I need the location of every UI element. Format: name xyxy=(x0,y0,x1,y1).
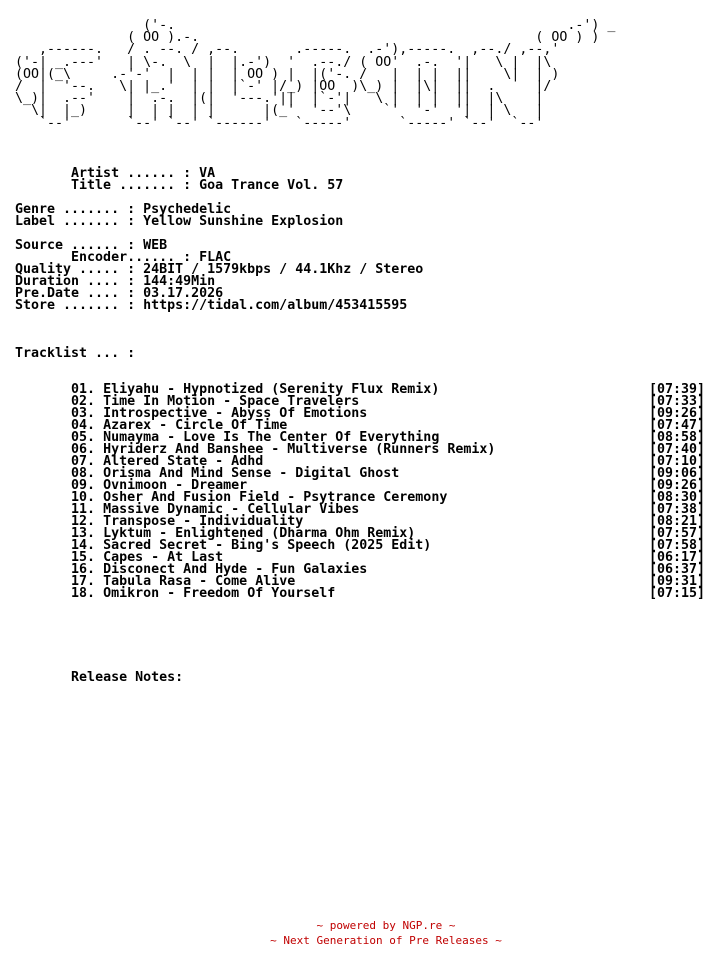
track-title: Introspective - Abyss Of Emotions xyxy=(103,406,368,421)
predate-label: Pre.Date .... : xyxy=(15,286,144,301)
title-label: Title ....... : xyxy=(15,178,200,193)
predate-value: 03.17.2026 xyxy=(143,286,224,301)
track-title: Transpose - Individuality xyxy=(103,514,304,529)
label-row xyxy=(15,216,423,228)
track-title: Numayma - Love Is The Center Of Everything xyxy=(103,430,440,445)
encoder-value: FLAC xyxy=(199,250,232,265)
track-number: 09. xyxy=(71,478,96,493)
track-number: 13. xyxy=(71,526,96,541)
track-duration: [07:10] xyxy=(648,454,705,469)
track-number: 12. xyxy=(71,514,96,529)
tracklist-heading: Tracklist ... : xyxy=(15,346,136,361)
track-number: 10. xyxy=(71,490,96,505)
track-number: 18. xyxy=(71,586,96,601)
track-duration: [08:30] xyxy=(648,490,705,505)
duration-value: 144:49Min xyxy=(143,274,216,289)
label-label: Label ....... : xyxy=(15,214,144,229)
track-duration: [09:06] xyxy=(648,466,705,481)
track-duration: [07:38] xyxy=(648,502,705,517)
track-number: 05. xyxy=(71,430,96,445)
track-title: Massive Dynamic - Cellular Vibes xyxy=(103,502,360,517)
track-number: 07. xyxy=(71,454,96,469)
track-title: Azarex - Circle Of Time xyxy=(103,418,288,433)
store-link[interactable]: https://tidal.com/album/453415595 xyxy=(143,298,408,313)
track-number: 03. xyxy=(71,406,96,421)
track-duration: [06:17] xyxy=(648,550,705,565)
track-row xyxy=(15,588,705,600)
store-row xyxy=(15,300,423,312)
duration-label: Duration .... : xyxy=(15,274,144,289)
track-duration: [07:40] xyxy=(648,442,705,457)
quality-label: Quality ..... : xyxy=(15,262,144,277)
store-label: Store ....... : xyxy=(15,298,144,313)
track-duration: [07:39] xyxy=(648,382,705,397)
track-number: 02. xyxy=(71,394,96,409)
encoder-label: Encoder...... : xyxy=(15,250,200,265)
track-number: 11. xyxy=(71,502,96,517)
quality-value: 24BIT / 1579kbps / 44.1Khz / Stereo xyxy=(143,262,424,277)
genre-label: Genre ....... : xyxy=(15,202,144,217)
track-duration: [06:37] xyxy=(648,562,705,577)
release-info xyxy=(15,168,423,360)
genre-value: Psychedelic xyxy=(143,202,232,217)
label-value: Yellow Sunshine Explosion xyxy=(143,214,344,229)
track-duration: [07:57] xyxy=(648,526,705,541)
track-title: Altered State - Adhd xyxy=(103,454,264,469)
release-notes-label xyxy=(15,672,183,684)
footer-tagline: ~ Next Generation of Pre Releases ~ xyxy=(270,934,502,947)
footer xyxy=(0,918,712,948)
ascii-art-logo: ('-. .-') _ ( OO ).-. ( OO ) ) ,------. / . --. / ,--. .-----. .-'),-----. ,--./ ,--,' ('-| _.---' | \-. \ | |.-') ' .--./ ( OO' .-. '| \ | |\ (OO|(_\ .-'-' | | | | OO ) | |('-. / | | | || \| | ) / | '--. \| |_.' | | |`-' |/_) |OO )\_) | |\| || . |/ \_)| .--' | .-. |(| '---.'|| |`-'| \ | | | || |\ | \| |_) | | | | | |(_' '--'\ `' '-' '| | \ | `--' `--' `--' `------' `-----' `-----' `--' `--' xyxy=(15,18,616,131)
track-number: 04. xyxy=(71,418,96,433)
track-title: Disconect And Hyde - Fun Galaxies xyxy=(103,562,368,577)
track-title: Osher And Fusion Field - Psytrance Ceremony xyxy=(103,490,448,505)
track-duration: [07:58] xyxy=(648,538,705,553)
track-number: 17. xyxy=(71,574,96,589)
track-number: 15. xyxy=(71,550,96,565)
track-number: 16. xyxy=(71,562,96,577)
track-duration: [09:26] xyxy=(648,478,705,493)
track-title: Eliyahu - Hypnotized (Serenity Flux Remix) xyxy=(103,382,440,397)
track-title: Time In Motion - Space Travelers xyxy=(103,394,360,409)
title-row xyxy=(15,180,423,192)
track-title: Orisma And Mind Sense - Digital Ghost xyxy=(103,466,400,481)
track-number: 06. xyxy=(71,442,96,457)
track-number: 01. xyxy=(71,382,96,397)
track-title: Capes - At Last xyxy=(103,550,224,565)
title-value: Goa Trance Vol. 57 xyxy=(199,178,344,193)
track-duration: [07:33] xyxy=(648,394,705,409)
track-duration: [07:15] xyxy=(648,586,705,601)
track-number: 14. xyxy=(71,538,96,553)
release-notes-heading: Release Notes: xyxy=(71,670,184,685)
footer-powered-by: ~ powered by NGP.re ~ xyxy=(316,919,456,932)
track-number: 08. xyxy=(71,466,96,481)
track-title: Omikron - Freedom Of Yourself xyxy=(103,586,336,601)
track-duration: [09:31] xyxy=(648,574,705,589)
track-title: Tabula Rasa - Come Alive xyxy=(103,574,296,589)
track-title: Hyriderz And Banshee - Multiverse (Runners Remix) xyxy=(103,442,496,457)
tracklist xyxy=(15,384,705,600)
track-title: Lyktum - Enlightened (Dharma Ohm Remix) xyxy=(103,526,416,541)
track-duration: [08:58] xyxy=(648,430,705,445)
source-label: Source ...... : xyxy=(15,238,144,253)
track-duration: [09:26] xyxy=(648,406,705,421)
track-duration: [08:21] xyxy=(648,514,705,529)
track-title: Ovnimoon - Dreamer xyxy=(103,478,248,493)
track-duration: [07:47] xyxy=(648,418,705,433)
source-value: WEB xyxy=(143,238,168,253)
track-title: Sacred Secret - Bing's Speech (2025 Edit) xyxy=(103,538,432,553)
artist-label: Artist ...... : xyxy=(15,166,200,181)
artist-value: VA xyxy=(199,166,216,181)
